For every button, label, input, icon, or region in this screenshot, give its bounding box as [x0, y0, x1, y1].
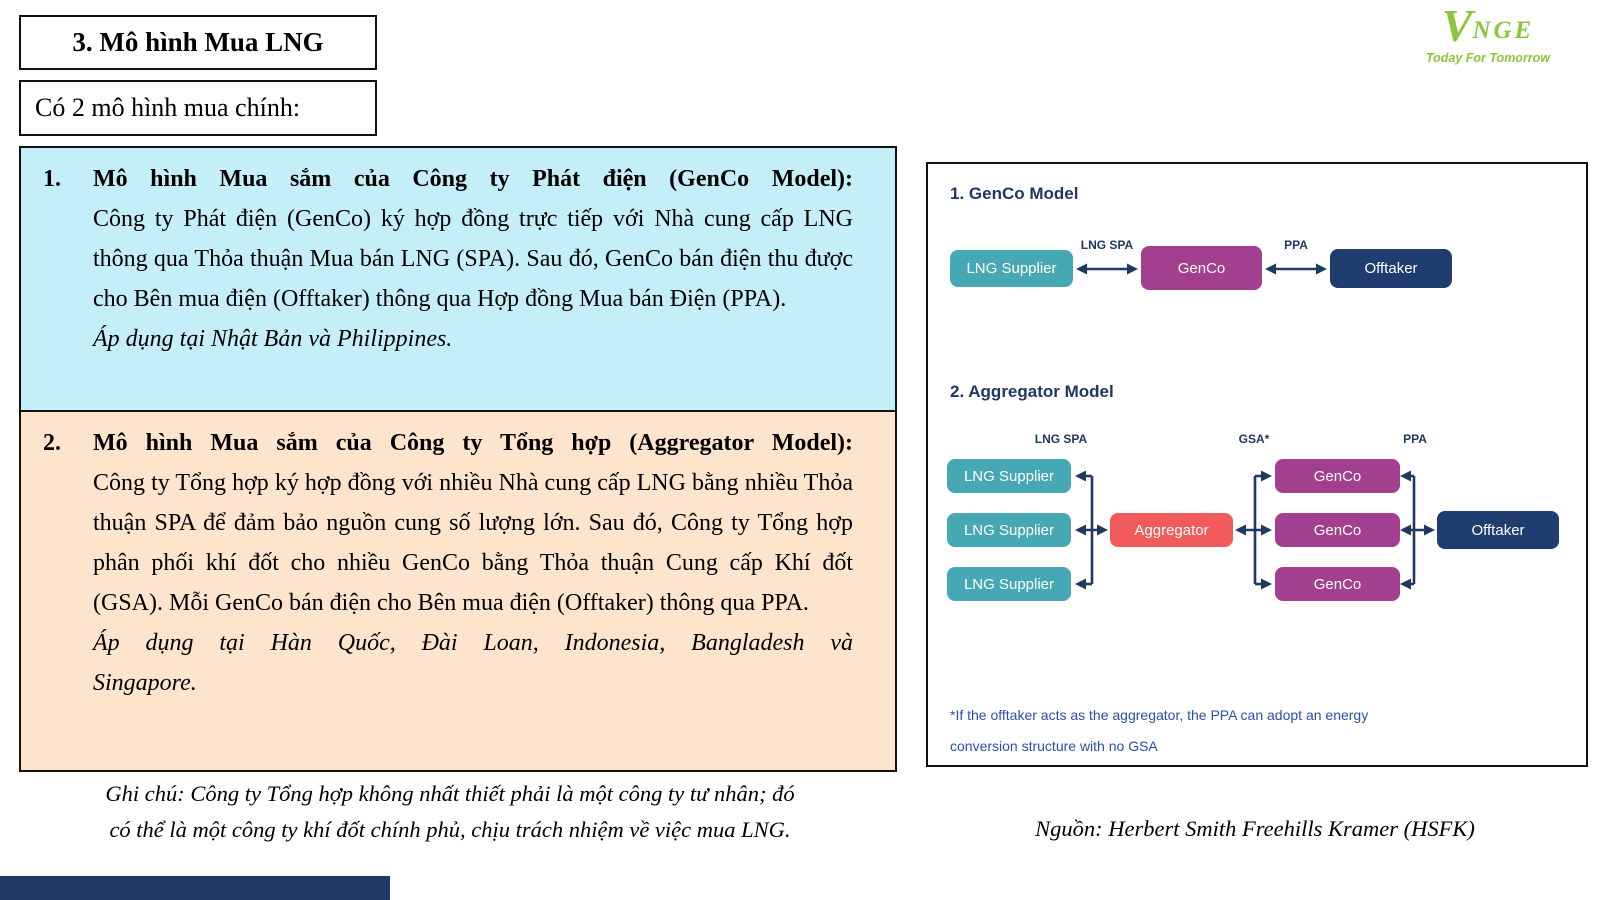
genco-model-text-box [19, 146, 897, 412]
lng-supplier-box: LNG Supplier [950, 250, 1073, 287]
item-body: Công ty Tổng hợp ký hợp đồng với nhiều Nhà cung cấp LNG bằng nhiều Thỏa thuận SPA để đảm bảo nguồn cung số lượng lớn. Sau đó, Công ty Tổng hợp phân phối khí đốt cho nhiều GenCo bằng Thỏa thuận Cung cấp Khí đốt (GSA). Mỗi GenCo bán điện cho Bên mua điện (Offtaker) thông qua PPA. [93, 470, 853, 616]
page-title: 3. Mô hình Mua LNG [72, 27, 324, 57]
item-heading: Mô hình Mua sắm của Công ty Tổng hợp (Aggregator Model): [93, 430, 853, 456]
ppa-label: PPA [1403, 432, 1427, 446]
note-line-2: có thể là một công ty khí đốt chính phủ, chịu trách nhiệm về việc mua LNG. [109, 817, 791, 842]
genco-model-title: 1. GenCo Model [950, 184, 1079, 203]
offtaker-box: Offtaker [1437, 511, 1559, 549]
aggregator-model-title: 2. Aggregator Model [950, 382, 1114, 401]
subtitle-box [19, 80, 377, 136]
item-applies: Áp dụng tại Nhật Bản và Philippines. [93, 326, 453, 352]
item-number: 2. [43, 430, 61, 456]
genco-box: GenCo [1141, 246, 1262, 290]
footer-note [30, 776, 870, 848]
genco-box: GenCo [1275, 513, 1400, 547]
lng-supplier-box: LNG Supplier [947, 513, 1071, 547]
item-body: Công ty Phát điện (GenCo) ký hợp đồng trực tiếp với Nhà cung cấp LNG thông qua Thỏa thuận Mua bán LNG (SPA). Sau đó, GenCo bán điện thu được cho Bên mua điện (Offtaker) thông qua Hợp đồng Mua bán Điện (PPA). [93, 206, 853, 312]
gsa-label: GSA* [1238, 432, 1270, 446]
page-subtitle: Có 2 mô hình mua chính: [35, 93, 301, 122]
item-applies: Áp dụng tại Hàn Quốc, Đài Loan, Indonesia, Bangladesh và Singapore. [93, 630, 853, 696]
aggregator-model-text-box [19, 412, 897, 772]
aggregator-box: Aggregator [1110, 513, 1233, 547]
ppa-label: PPA [1284, 238, 1308, 252]
genco-box: GenCo [1275, 459, 1400, 493]
logo-text: NGE [1472, 17, 1535, 44]
source-citation: Nguồn: Herbert Smith Freehills Kramer (HSFK) [1035, 816, 1475, 841]
diagram-panel [926, 162, 1588, 767]
bottom-left-bar [0, 876, 390, 900]
vnge-logo [1418, 0, 1558, 65]
note-line-1: Ghi chú: Công ty Tổng hợp không nhất thiết phải là một công ty tư nhân; đó [105, 781, 795, 806]
lng-spa-label: LNG SPA [1034, 432, 1088, 446]
item-number: 1. [43, 166, 61, 192]
diagram-footnote-line-2: conversion structure with no GSA [950, 738, 1158, 754]
title-box [19, 15, 377, 70]
offtaker-box: Offtaker [1330, 249, 1452, 288]
item-heading: Mô hình Mua sắm của Công ty Phát điện (GenCo Model): [93, 166, 853, 192]
genco-box: GenCo [1275, 567, 1400, 601]
diagram-arrows [928, 164, 1586, 765]
logo-tagline: Today For Tomorrow [1425, 51, 1551, 65]
lng-supplier-box: LNG Supplier [947, 567, 1071, 601]
lng-supplier-box: LNG Supplier [947, 459, 1071, 493]
logo-v-icon: V [1441, 0, 1473, 51]
diagram-footnote-line-1: *If the offtaker acts as the aggregator, the PPA can adopt an energy [950, 707, 1369, 723]
lng-spa-label: LNG SPA [1080, 238, 1134, 252]
